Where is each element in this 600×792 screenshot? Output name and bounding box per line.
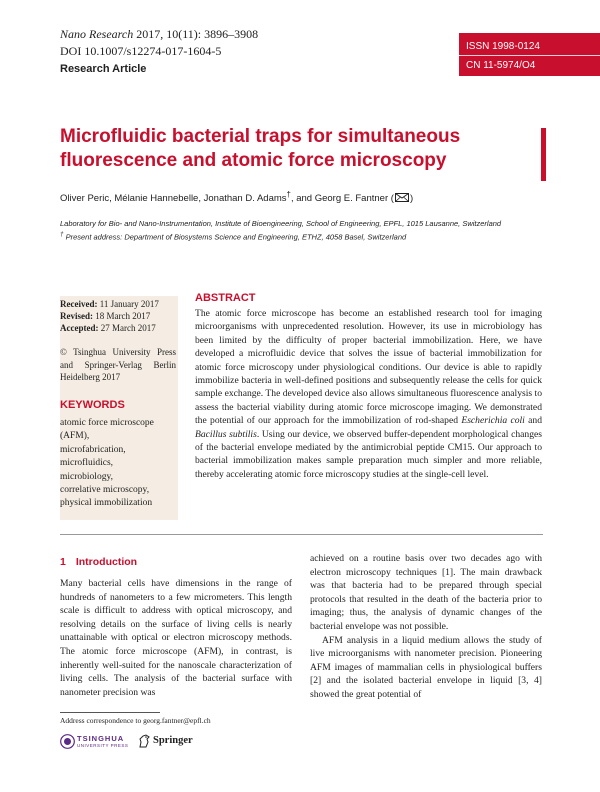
issn-bar [459,33,600,76]
present-address-line [60,229,540,243]
affiliations [60,218,540,243]
springer-horse-icon [138,734,151,754]
intro-right-column [310,552,542,702]
section-divider [60,534,543,535]
authors-main: Oliver Peric, Mélanie Hannebelle, Jonathan D. Adams [60,193,287,205]
keyword-item: microfluidics, [60,458,114,469]
author-list [60,190,413,205]
copyright-notice: © Tsinghua University Press and Springer-Verlag Berlin Heidelberg 2017 [60,347,176,382]
present-address-mark: † [60,231,64,238]
tsinghua-subtitle: UNIVERSITY PRESS [77,743,129,748]
accepted-date [60,322,178,334]
correspondence-footnote[interactable]: Address correspondence to georg.fantner@epfl.ch [60,716,211,725]
tsinghua-wordmark: TSINGHUA [77,734,125,743]
received-value: 11 January 2017 [97,299,159,309]
springer-wordmark: Springer [153,735,193,746]
issn: ISSN 1998-0124 [466,41,540,52]
accepted-value: 27 March 2017 [98,323,156,333]
species-bsubtilis: Bacillus subtilis [195,428,257,440]
abstract-part-b: . Using our device, we observed buffer-dependent morphological changes of the bacterial envelope mediated by the antimicrobial peptide CM15. Our approach to bacterial immobilization makes sample preparation much simpler and more reliable, thereby accelerating atomic force microscopy studies at the single-cell level. [195,428,542,480]
keyword-item: atomic force microscope (AFM), [60,418,154,442]
received-label: Received: [60,299,98,309]
abstract-and: and [524,415,542,427]
affiliation-line: Laboratory for Bio- and Nano-Instrumentation, Institute of Bioengineering, School of Engineering, EPFL, 1015 Lausanne, Switzerland [60,219,502,228]
present-address: Present address: Department of Biosystems Science and Engineering, ETHZ, 4058 Basel, Switzerland [63,232,407,242]
cn-number: CN 11-5974/O4 [466,60,536,71]
intro-paragraph: achieved on a routine basis over two decades ago with electron microscopy techniques [1]. The main drawback was that bacteria had to be prepared through special protocols that resulted in the death of the bacteria prior to imaging; thus, the analysis of dynamic changes of the bacterial envelope was not possible. [310,553,542,632]
keyword-item: microbiology, [60,471,113,482]
keyword-item: physical immobilization [60,498,153,509]
accepted-label: Accepted: [60,323,99,333]
abstract-text [195,307,542,481]
issn-divider [459,55,600,56]
citation: 2017, 10(11): 3896–3908 [133,27,259,41]
introduction-heading [60,556,137,568]
abstract-heading: ABSTRACT [195,292,256,304]
keyword-item: microfabrication, [60,444,126,455]
keywords-heading: KEYWORDS [60,399,125,411]
dagger-mark: † [286,190,291,199]
tsinghua-logo-icon [60,734,75,754]
title-accent-bar [541,128,546,181]
article-type: Research Article [60,63,147,75]
article-title: Microfluidic bacterial traps for simultaneous fluorescence and atomic force microscopy [60,126,461,171]
section-number: 1 [60,556,66,568]
journal-name: Nano Research [60,27,134,41]
publisher-logos [60,734,200,750]
footnote-rule [60,712,160,713]
revised-date [60,310,178,322]
keywords-list [60,417,178,511]
abstract-part-a: The atomic force microscope has become an established research tool for imaging microorganisms with unprecedented resolution. However, its use in microbiology has been limited by the difficulty of proper bacterial immobilization. Here, we have developed a microfluidic device that solves the issue of bacterial immobilization for atomic force microscopy under physiological conditions. Our device is able to rapidly immobilize bacteria in well-defined positions and subsequently release the cells for quick sample exchange. The developed device also allows simultaneous fluorescence analysis to assess the bacterial viability during atomic force microscope imaging. We demonstrated the potential of our approach for the immobilization of rod-shaped [195,308,542,427]
envelope-icon[interactable] [395,193,409,205]
intro-left-column: Many bacterial cells have dimensions in the range of hundreds of nanometers to a few micrometers. This length scale is difficult to address with optical microscopy, and resolving details on the surface of living cells is nearly unattainable with optical or electron microscopy methods. The atomic force microscope (AFM), in contrast, is inherently well-suited for the nanoscale characterization of living cells. The analysis of the bacterial surface with nanometer precision was [60,578,292,698]
authors-close: ) [409,193,414,205]
article-dates [60,296,178,334]
revised-value: 18 March 2017 [93,311,151,321]
article-info-sidebar [60,296,178,520]
revised-label: Revised: [60,311,93,321]
journal-citation [60,27,258,42]
section-title: Introduction [75,556,138,568]
authors-tail: , and Georg E. Fantner ( [290,193,394,205]
doi[interactable]: DOI 10.1007/s12274-017-1604-5 [60,44,222,58]
species-ecoli: Escherichia coli [461,415,525,427]
received-date [60,298,178,310]
keyword-item: correlative microscopy, [60,485,150,496]
intro-paragraph: AFM analysis in a liquid medium allows the study of live microorganisms with nanometer precision. Pioneering AFM images of mammalian cells in physiological buffers [2] and the isolated bacterial envelope in liquid [3, 4] showed the great potential of [310,634,542,700]
